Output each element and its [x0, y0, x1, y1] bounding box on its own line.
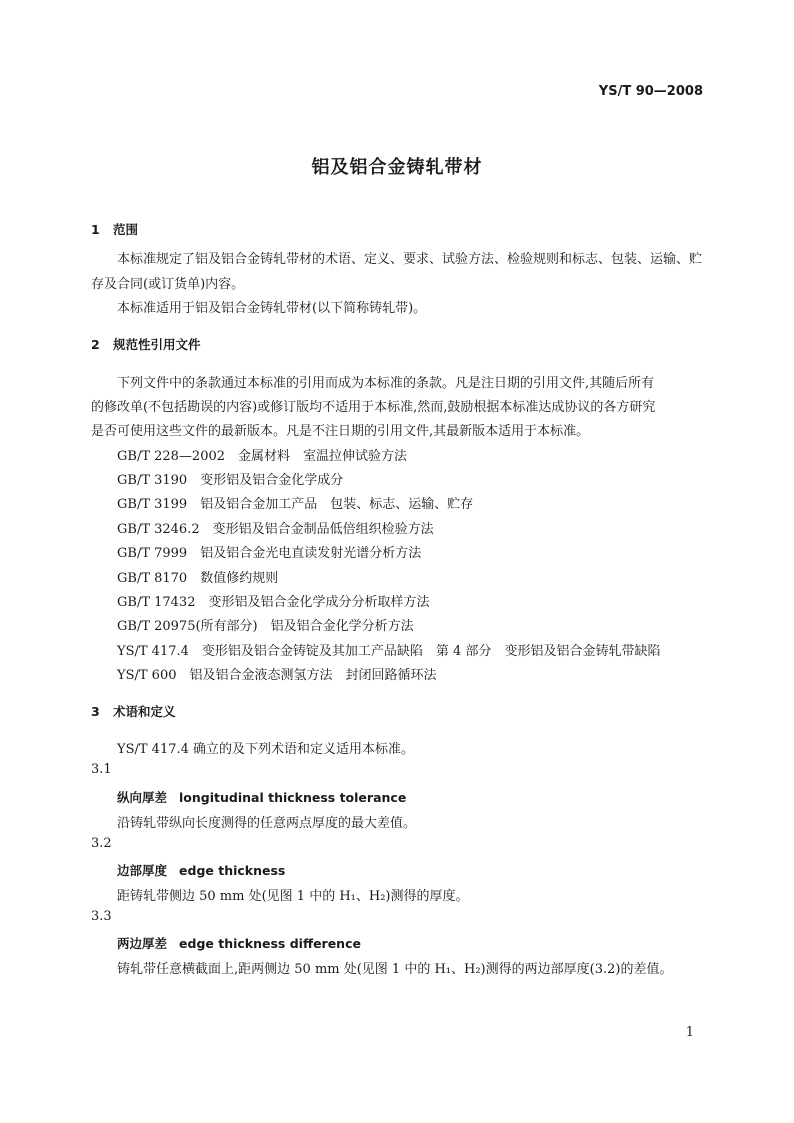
reference-item — [117, 469, 343, 488]
term-en: edge thickness difference — [179, 936, 361, 951]
reference-code: YS/T 600 — [117, 668, 177, 683]
term-definition: 沿铸轧带纵向长度测得的任意两点厚度的最大差值。 — [117, 816, 417, 831]
paragraph: 下列文件中的条款通过本标准的引用而成为本标准的条款。凡是注日期的引用文件,其随后所有 — [117, 376, 655, 391]
paragraph: 是否可使用这些文件的最新版本。凡是不注日期的引用文件,其最新版本适用于本标准。 — [91, 424, 590, 439]
section-title: 规范性引用文件 — [113, 337, 201, 352]
section-title: 范围 — [113, 222, 139, 237]
reference-title: 铝及铝合金化学分析方法 — [270, 619, 414, 634]
reference-code: GB/T 20975(所有部分) — [117, 619, 258, 634]
reference-title: 变形铝及铝合金铸锭及其加工产品缺陷 第 4 部分 变形铝及铝合金铸轧带缺陷 — [201, 644, 661, 659]
reference-code: GB/T 17432 — [117, 595, 196, 610]
paragraph: 存及合同(或订货单)内容。 — [91, 277, 245, 292]
reference-item — [117, 518, 434, 537]
paragraph: YS/T 417.4 确立的及下列术语和定义适用本标准。 — [117, 742, 415, 757]
term-heading — [117, 788, 406, 806]
paragraph: 本标准规定了铝及铝合金铸轧带材的术语、定义、要求、试验方法、检验规则和标志、包装、运输、贮 — [117, 252, 703, 267]
reference-item — [117, 542, 421, 561]
reference-code: GB/T 8170 — [117, 571, 188, 586]
reference-item — [117, 640, 660, 659]
reference-item — [117, 615, 414, 634]
reference-code: GB/T 3190 — [117, 473, 188, 488]
term-number: 3.3 — [91, 909, 112, 924]
reference-title: 变形铝及铝合金化学成分 — [200, 473, 344, 488]
term-number: 3.1 — [91, 762, 112, 777]
page-number: 1 — [685, 1025, 694, 1040]
term-en: longitudinal thickness tolerance — [179, 790, 407, 805]
reference-code: YS/T 417.4 — [117, 644, 189, 659]
paragraph: 的修改单(不包括勘误的内容)或修订版均不适用于本标准,然而,鼓励根据本标准达成协议的各方研究 — [91, 400, 656, 415]
term-zh: 纵向厚差 — [117, 790, 168, 805]
term-heading — [117, 934, 361, 952]
term-number: 3.2 — [91, 836, 112, 851]
reference-code: GB/T 3246.2 — [117, 522, 200, 537]
document-title: 铝及铝合金铸轧带材 — [311, 157, 483, 178]
reference-item — [117, 493, 473, 512]
reference-code: GB/T 7999 — [117, 546, 188, 561]
reference-item — [117, 664, 437, 683]
section-number: 1 — [91, 222, 100, 237]
standard-number: YS/T 90—2008 — [598, 84, 703, 99]
reference-title: 变形铝及铝合金制品低倍组织检验方法 — [212, 522, 434, 537]
reference-title: 数值修约规则 — [200, 571, 279, 586]
term-definition: 距铸轧带侧边 50 mm 处(见图 1 中的 H₁、H₂)测得的厚度。 — [117, 889, 469, 904]
reference-code: GB/T 228—2002 — [117, 449, 226, 464]
reference-code: GB/T 3199 — [117, 497, 188, 512]
term-heading — [117, 861, 285, 879]
term-zh: 两边厚差 — [117, 936, 168, 951]
reference-title: 铝及铝合金加工产品 包装、标志、运输、贮存 — [200, 497, 474, 512]
reference-item — [117, 445, 407, 464]
reference-title: 铝及铝合金光电直读发射光谱分析方法 — [200, 546, 422, 561]
term-definition: 铸轧带任意横截面上,距两侧边 50 mm 处(见图 1 中的 H₁、H₂)测得的两边部厚度(3.2)的差值。 — [117, 962, 673, 977]
paragraph: 本标准适用于铝及铝合金铸轧带材(以下简称铸轧带)。 — [117, 301, 427, 316]
reference-title: 变形铝及铝合金化学成分分析取样方法 — [208, 595, 430, 610]
section-2-heading — [91, 335, 201, 353]
section-title: 术语和定义 — [113, 704, 176, 719]
section-3-heading — [91, 702, 176, 720]
reference-title: 铝及铝合金液态测氢方法 封闭回路循环法 — [189, 668, 437, 683]
section-number: 2 — [91, 337, 100, 352]
term-zh: 边部厚度 — [117, 863, 168, 878]
reference-item — [117, 591, 430, 610]
reference-title: 金属材料 室温拉伸试验方法 — [238, 449, 408, 464]
section-1-heading — [91, 220, 138, 238]
reference-item — [117, 567, 278, 586]
term-en: edge thickness — [179, 863, 286, 878]
section-number: 3 — [91, 704, 100, 719]
